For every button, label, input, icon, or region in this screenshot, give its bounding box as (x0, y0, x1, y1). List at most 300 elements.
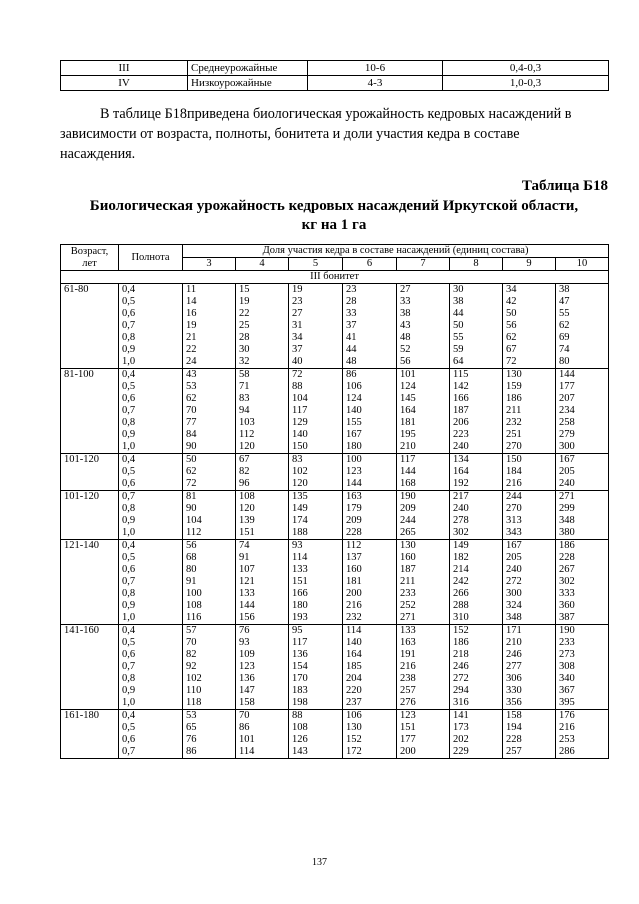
paragraph-line: насаждения. (60, 146, 136, 162)
yield-cell: 136 (289, 649, 343, 661)
yield-cell: 216 (397, 661, 450, 673)
yield-range: 4-3 (308, 76, 443, 91)
density-cell: 0,6 (119, 393, 183, 405)
density-cell: 0,7 (119, 661, 183, 673)
yield-cell: 129 (289, 417, 343, 429)
yield-cell: 200 (343, 588, 397, 600)
density-cell: 0,9 (119, 515, 183, 527)
yield-cell: 160 (343, 564, 397, 576)
yield-cell: 28 (236, 332, 289, 344)
yield-cell: 267 (556, 564, 609, 576)
yield-cell: 42 (503, 296, 556, 308)
table-row (61, 332, 609, 344)
yield-cell: 93 (289, 540, 343, 553)
yield-cell: 34 (503, 284, 556, 297)
yield-cell: 209 (343, 515, 397, 527)
yield-cell: 187 (450, 405, 503, 417)
yield-cell: 210 (397, 441, 450, 454)
yield-cell: 23 (343, 284, 397, 297)
yield-cell: 257 (397, 685, 450, 697)
table-row (61, 722, 609, 734)
yield-cell: 238 (397, 673, 450, 685)
yield-cell: 182 (450, 552, 503, 564)
yield-cell: 80 (183, 564, 236, 576)
yield-cell: 118 (183, 697, 236, 710)
table-row (61, 552, 609, 564)
density-cell: 1,0 (119, 527, 183, 540)
yield-class: IV (61, 76, 188, 91)
density-cell: 0,8 (119, 332, 183, 344)
yield-cell: 22 (183, 344, 236, 356)
table-row (61, 76, 609, 91)
yield-cell: 56 (397, 356, 450, 369)
yield-cell: 380 (556, 527, 609, 540)
yield-cell: 395 (556, 697, 609, 710)
yield-cell: 180 (343, 441, 397, 454)
yield-cell: 140 (343, 637, 397, 649)
yield-cell: 140 (343, 405, 397, 417)
table-row (61, 320, 609, 332)
yield-range: 10-6 (308, 61, 443, 76)
yield-cell: 80 (556, 356, 609, 369)
yield-cell: 193 (289, 612, 343, 625)
table-row (61, 734, 609, 746)
yield-cell: 152 (343, 734, 397, 746)
yield-cell: 126 (289, 734, 343, 746)
yield-cell: 158 (503, 710, 556, 723)
yield-cell: 62 (503, 332, 556, 344)
age-header: Возраст, лет (61, 245, 119, 271)
yield-cell: 92 (183, 661, 236, 673)
yield-cell: 58 (236, 369, 289, 382)
yield-cell: 82 (236, 466, 289, 478)
yield-cell: 102 (183, 673, 236, 685)
yield-cell: 109 (236, 649, 289, 661)
density-cell: 0,7 (119, 320, 183, 332)
yield-cell: 37 (289, 344, 343, 356)
yield-cell: 257 (503, 746, 556, 759)
yield-cell: 77 (183, 417, 236, 429)
yield-cell: 32 (236, 356, 289, 369)
yield-cell: 240 (450, 503, 503, 515)
yield-cell: 31 (289, 320, 343, 332)
yield-cell: 67 (503, 344, 556, 356)
yield-cell: 86 (236, 722, 289, 734)
density-cell: 0,6 (119, 564, 183, 576)
density-cell: 1,0 (119, 441, 183, 454)
yield-cell: 299 (556, 503, 609, 515)
yield-class-table (60, 60, 609, 91)
yield-cell: 308 (556, 661, 609, 673)
table-row (61, 710, 609, 723)
yield-cell: 216 (556, 722, 609, 734)
yield-cell: 181 (397, 417, 450, 429)
yield-cell: 144 (397, 466, 450, 478)
yield-cell: 70 (183, 637, 236, 649)
yield-cell: 114 (236, 746, 289, 759)
yield-cell: 112 (343, 540, 397, 553)
page-number: 137 (312, 857, 327, 868)
yield-cell: 136 (236, 673, 289, 685)
yield-cell: 149 (450, 540, 503, 553)
yield-cell: 124 (397, 381, 450, 393)
yield-cell: 240 (503, 564, 556, 576)
yield-cell: 306 (503, 673, 556, 685)
yield-cell: 348 (556, 515, 609, 527)
density-cell: 0,6 (119, 734, 183, 746)
yield-cell: 21 (183, 332, 236, 344)
yield-cell: 186 (450, 637, 503, 649)
share-col-header: 3 (183, 258, 236, 271)
table-row (61, 405, 609, 417)
yield-cell: 211 (503, 405, 556, 417)
yield-cell: 187 (397, 564, 450, 576)
yield-cell: 330 (503, 685, 556, 697)
density-cell: 0,9 (119, 600, 183, 612)
yield-cell: 195 (397, 429, 450, 441)
yield-cell: 28 (343, 296, 397, 308)
yield-cell: 135 (289, 491, 343, 504)
density-cell: 0,5 (119, 722, 183, 734)
table-row (61, 466, 609, 478)
header-row (61, 245, 609, 258)
yield-cell: 367 (556, 685, 609, 697)
yield-cell: 190 (556, 625, 609, 638)
yield-cell: 108 (183, 600, 236, 612)
yield-cell: 112 (183, 527, 236, 540)
yield-cell: 167 (503, 540, 556, 553)
yield-cell: 133 (397, 625, 450, 638)
yield-cell: 278 (450, 515, 503, 527)
yield-cell: 211 (397, 576, 450, 588)
table-row (61, 344, 609, 356)
yield-cell: 156 (236, 612, 289, 625)
age-cell: 101-120 (61, 454, 119, 491)
yield-cell: 86 (183, 746, 236, 759)
yield-cell: 302 (450, 527, 503, 540)
yield-cell: 190 (397, 491, 450, 504)
yield-cell: 50 (183, 454, 236, 467)
yield-cell: 91 (183, 576, 236, 588)
density-cell: 0,9 (119, 685, 183, 697)
yield-cell: 167 (343, 429, 397, 441)
yield-cell: 102 (289, 466, 343, 478)
yield-cell: 244 (503, 491, 556, 504)
yield-cell: 38 (556, 284, 609, 297)
yield-cell: 177 (556, 381, 609, 393)
yield-cell: 276 (397, 697, 450, 710)
density-cell: 0,7 (119, 746, 183, 759)
yield-cell: 272 (503, 576, 556, 588)
yield-cell: 100 (183, 588, 236, 600)
yield-cell: 53 (183, 710, 236, 723)
yield-cell: 38 (397, 308, 450, 320)
yield-cell: 62 (183, 393, 236, 405)
yield-cell: 15 (236, 284, 289, 297)
yield-cell: 120 (289, 478, 343, 491)
yield-cell: 30 (236, 344, 289, 356)
yield-cell: 22 (236, 308, 289, 320)
density-cell: 0,8 (119, 503, 183, 515)
yield-cell: 43 (183, 369, 236, 382)
yield-cell: 176 (556, 710, 609, 723)
yield-cell: 173 (450, 722, 503, 734)
yield-cell: 387 (556, 612, 609, 625)
yield-table (60, 244, 609, 759)
table-row (61, 697, 609, 710)
yield-cell: 206 (450, 417, 503, 429)
yield-cell: 151 (397, 722, 450, 734)
yield-cell: 90 (183, 503, 236, 515)
paragraph-line: зависимости от возраста, полноты, бонитета и доли участия кедра в составе (60, 126, 520, 142)
density-header: Полнота (119, 245, 183, 271)
density-cell: 0,6 (119, 478, 183, 491)
yield-cell: 37 (343, 320, 397, 332)
yield-cell: 202 (450, 734, 503, 746)
yield-cell: 356 (503, 697, 556, 710)
table-row (61, 284, 609, 297)
yield-cell: 220 (343, 685, 397, 697)
share-col-header: 7 (397, 258, 450, 271)
yield-cell: 150 (289, 441, 343, 454)
yield-cell: 253 (556, 734, 609, 746)
yield-cell: 228 (556, 552, 609, 564)
yield-cell: 124 (343, 393, 397, 405)
density-cell: 0,5 (119, 381, 183, 393)
table-row (61, 296, 609, 308)
yield-cell: 76 (183, 734, 236, 746)
table-row (61, 540, 609, 553)
table-row (61, 625, 609, 638)
table-row (61, 527, 609, 540)
density-cell: 1,0 (119, 356, 183, 369)
yield-cell: 123 (397, 710, 450, 723)
yield-cell: 23 (289, 296, 343, 308)
yield-cell: 106 (343, 381, 397, 393)
yield-cell: 101 (397, 369, 450, 382)
yield-cell: 181 (343, 576, 397, 588)
table-row (61, 746, 609, 759)
yield-cell: 242 (450, 576, 503, 588)
yield-cell: 237 (343, 697, 397, 710)
yield-cell: 233 (556, 637, 609, 649)
table-row (61, 600, 609, 612)
yield-cell: 149 (289, 503, 343, 515)
table-title-line: кг на 1 га (301, 217, 367, 233)
yield-cell: 200 (397, 746, 450, 759)
yield-range: 0,4-0,3 (443, 61, 609, 76)
yield-cell: 139 (236, 515, 289, 527)
yield-cell: 273 (556, 649, 609, 661)
yield-cell: 154 (289, 661, 343, 673)
yield-cell: 70 (236, 710, 289, 723)
yield-cell: 266 (450, 588, 503, 600)
yield-cell: 50 (503, 308, 556, 320)
yield-cell: 207 (556, 393, 609, 405)
share-col-header: 4 (236, 258, 289, 271)
yield-cell: 27 (397, 284, 450, 297)
yield-cell: 96 (236, 478, 289, 491)
yield-cell: 94 (236, 405, 289, 417)
yield-cell: 232 (503, 417, 556, 429)
density-cell: 0,8 (119, 588, 183, 600)
yield-cell: 246 (503, 649, 556, 661)
table-row (61, 503, 609, 515)
yield-cell: 167 (556, 454, 609, 467)
yield-cell: 229 (450, 746, 503, 759)
yield-cell: 204 (343, 673, 397, 685)
yield-cell: 112 (236, 429, 289, 441)
density-cell: 1,0 (119, 697, 183, 710)
yield-cell: 143 (289, 746, 343, 759)
yield-cell: 120 (236, 441, 289, 454)
yield-cell: 163 (343, 491, 397, 504)
yield-cell: 340 (556, 673, 609, 685)
yield-cell: 93 (236, 637, 289, 649)
yield-cell: 184 (503, 466, 556, 478)
yield-cell: 64 (450, 356, 503, 369)
yield-cell: 232 (343, 612, 397, 625)
yield-cell: 130 (343, 722, 397, 734)
yield-cell: 38 (450, 296, 503, 308)
yield-cell: 14 (183, 296, 236, 308)
table-row (61, 661, 609, 673)
density-cell: 0,5 (119, 466, 183, 478)
yield-cell: 188 (289, 527, 343, 540)
age-cell: 81-100 (61, 369, 119, 454)
density-cell: 0,4 (119, 625, 183, 638)
yield-cell: 81 (183, 491, 236, 504)
yield-cell: 140 (289, 429, 343, 441)
age-cell: 61-80 (61, 284, 119, 369)
yield-cell: 90 (183, 441, 236, 454)
yield-cell: 186 (556, 540, 609, 553)
share-col-header: 9 (503, 258, 556, 271)
density-cell: 0,4 (119, 710, 183, 723)
yield-cell: 44 (343, 344, 397, 356)
yield-cell: 56 (503, 320, 556, 332)
yield-cell: 233 (397, 588, 450, 600)
yield-cell: 52 (397, 344, 450, 356)
yield-cell: 159 (503, 381, 556, 393)
yield-cell: 134 (450, 454, 503, 467)
yield-cell: 288 (450, 600, 503, 612)
density-cell: 0,7 (119, 576, 183, 588)
yield-cell: 177 (397, 734, 450, 746)
yield-cell: 294 (450, 685, 503, 697)
yield-cell: 313 (503, 515, 556, 527)
yield-cell: 240 (450, 441, 503, 454)
yield-cell: 150 (503, 454, 556, 467)
yield-cell: 164 (343, 649, 397, 661)
yield-cell: 67 (236, 454, 289, 467)
yield-cell: 53 (183, 381, 236, 393)
table-row (61, 673, 609, 685)
yield-cell: 160 (397, 552, 450, 564)
yield-cell: 44 (450, 308, 503, 320)
yield-cell: 117 (289, 405, 343, 417)
age-cell: 121-140 (61, 540, 119, 625)
yield-cell: 265 (397, 527, 450, 540)
table-row (61, 576, 609, 588)
yield-cell: 174 (289, 515, 343, 527)
yield-cell: 19 (236, 296, 289, 308)
yield-cell: 47 (556, 296, 609, 308)
yield-cell: 16 (183, 308, 236, 320)
yield-cell: 133 (289, 564, 343, 576)
table-row (61, 612, 609, 625)
table-row (61, 441, 609, 454)
yield-cell: 186 (503, 393, 556, 405)
yield-cell: 155 (343, 417, 397, 429)
yield-cell: 310 (450, 612, 503, 625)
yield-cell: 172 (343, 746, 397, 759)
yield-cell: 27 (289, 308, 343, 320)
yield-cell: 69 (556, 332, 609, 344)
yield-cell: 70 (183, 405, 236, 417)
yield-cell: 117 (397, 454, 450, 467)
density-cell: 0,9 (119, 344, 183, 356)
yield-cell: 59 (450, 344, 503, 356)
share-col-header: 10 (556, 258, 609, 271)
yield-cell: 240 (556, 478, 609, 491)
density-cell: 0,9 (119, 429, 183, 441)
yield-cell: 30 (450, 284, 503, 297)
yield-cell: 95 (289, 625, 343, 638)
table-row (61, 381, 609, 393)
yield-cell: 104 (183, 515, 236, 527)
yield-cell: 101 (236, 734, 289, 746)
yield-range: 1,0-0,3 (443, 76, 609, 91)
yield-cell: 158 (236, 697, 289, 710)
yield-cell: 55 (556, 308, 609, 320)
yield-cell: 144 (236, 600, 289, 612)
yield-cell: 108 (289, 722, 343, 734)
yield-cell: 24 (183, 356, 236, 369)
yield-cell: 141 (450, 710, 503, 723)
yield-cell: 192 (450, 478, 503, 491)
yield-cell: 228 (503, 734, 556, 746)
table-row (61, 491, 609, 504)
density-cell: 0,7 (119, 491, 183, 504)
yield-cell: 144 (556, 369, 609, 382)
yield-cell: 34 (289, 332, 343, 344)
density-cell: 0,5 (119, 296, 183, 308)
table-row (61, 454, 609, 467)
yield-cell: 62 (556, 320, 609, 332)
table-row (61, 417, 609, 429)
yield-cell: 120 (236, 503, 289, 515)
yield-cell: 343 (503, 527, 556, 540)
yield-cell: 133 (236, 588, 289, 600)
yield-class: III (61, 61, 188, 76)
density-cell: 0,6 (119, 649, 183, 661)
yield-cell: 40 (289, 356, 343, 369)
yield-cell: 88 (289, 381, 343, 393)
yield-cell: 104 (289, 393, 343, 405)
share-col-header: 5 (289, 258, 343, 271)
yield-cell: 270 (503, 441, 556, 454)
bonitet-label: III бонитет (61, 271, 609, 284)
yield-cell: 163 (397, 637, 450, 649)
yield-cell: 76 (236, 625, 289, 638)
yield-cell: 251 (503, 429, 556, 441)
density-cell: 0,8 (119, 417, 183, 429)
density-cell: 0,4 (119, 369, 183, 382)
yield-cell: 218 (450, 649, 503, 661)
yield-cell: 83 (236, 393, 289, 405)
yield-cell: 72 (503, 356, 556, 369)
